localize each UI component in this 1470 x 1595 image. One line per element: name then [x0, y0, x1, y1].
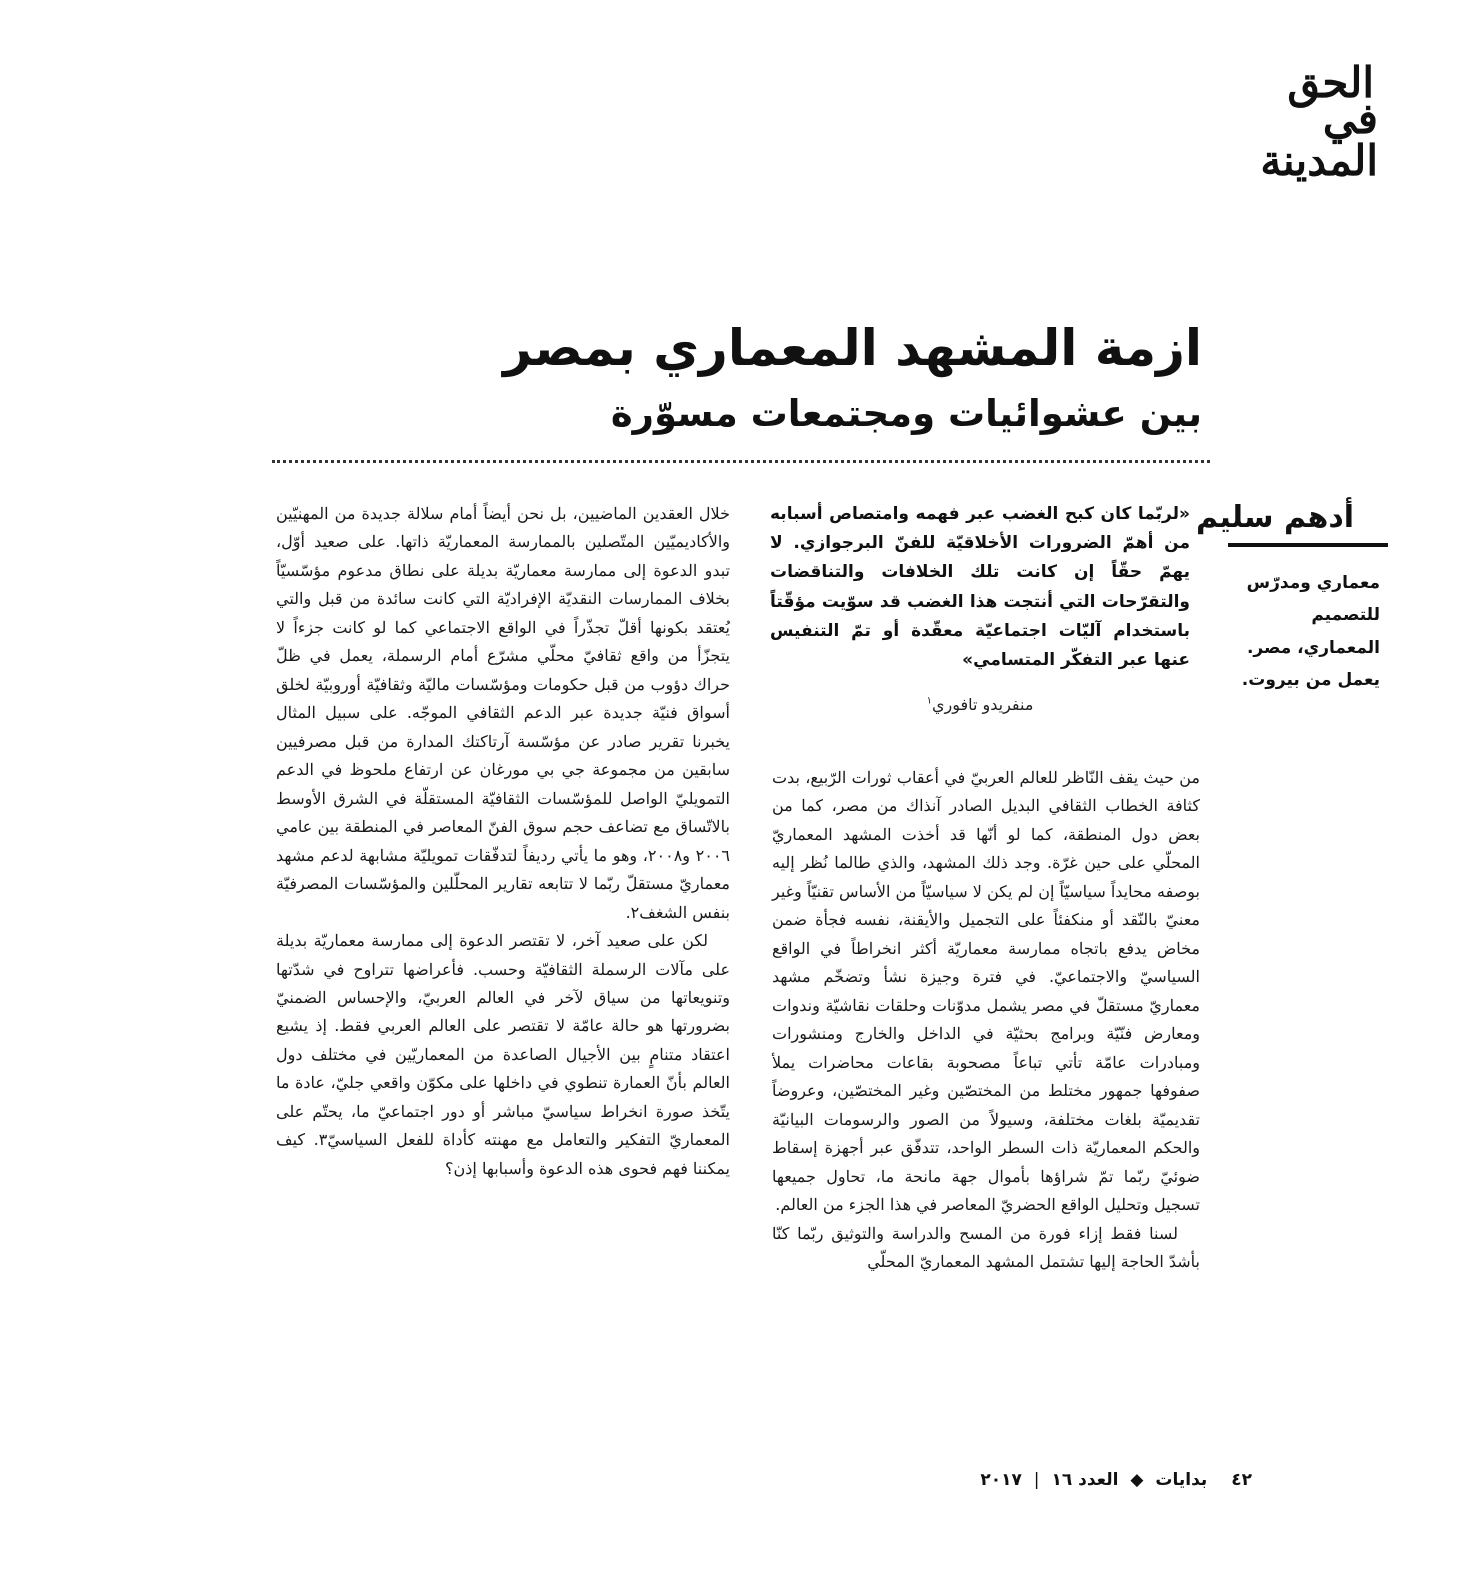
- author-name: أدهم سليم: [1196, 500, 1354, 535]
- section-logo: [1228, 58, 1378, 185]
- section-logo-line2: في المدينة: [1260, 94, 1378, 185]
- issue-year: ٢٠١٧: [980, 1470, 1022, 1490]
- issue-number: العدد ١٦: [1051, 1470, 1119, 1490]
- author-rule: [1228, 543, 1388, 547]
- paragraph: لسنا فقط إزاء فورة من المسح والدراسة والتوثيق ربّما كنّا بأشدّ الحاجة إليها تشتمل المشهد المعماريّ المحلّي: [772, 1223, 1200, 1271]
- page-footer: [852, 1470, 1252, 1490]
- title-divider: [272, 460, 1210, 463]
- attribution-name: منفريدو تافوري: [931, 695, 1034, 714]
- paragraph: لكن على صعيد آخر، لا تقتصر الدعوة إلى ممارسة معماريّة بديلة على مآلات الرسملة الثقافيّة وحسب. فأعراضها تتراوح في شدّتها وتنويعاتها من سياق لآخر في العالم العربيّ، والإحساس الضمنيّ بضرورتها هو حالة عامّة لا تقتصر على العالم العربي فقط. إذ يشيع اعتقاد متنامٍ بين الأجيال الصاعدة من المعماريّين في مختلف دول العالم بأنّ العمارة تنطوي في داخلها على مكوّن واقعي جليّ، عادة ما يتّخذ صورة انخراط سياسيّ مباشر أو دور اجتماعيّ ما، يحتّم على المعماريّ التفكير والتعامل مع مهنته كأداة للفعل السياسيّ٣. كيف يمكننا فهم فحوى هذه الدعوة وأسبابها إذن؟: [276, 931, 730, 1178]
- epigraph-quote: «لربّما كان كبح الغضب عبر فهمه وامتصاص أسبابه من أهمّ الضرورات الأخلاقيّة للفنّ البرجوازي. لا يهمّ حقّاً إن كانت تلك الخلافات والتناقضات والتقرّحات التي أنتجت هذا الغضب قد سوّيت مؤقّتاً باستخدام آليّات اجتماعيّة معقّدة أو تمّ التنفيس عنها عبر التفكّر المتسامي»: [770, 504, 1190, 671]
- magazine-name: بدايات: [1155, 1470, 1208, 1490]
- body-column-right: [772, 764, 1200, 1276]
- footnote-marker: ١: [926, 695, 932, 707]
- epigraph-attribution: [770, 695, 1190, 714]
- body-column-left: [276, 500, 730, 1183]
- article-title: ازمة المشهد المعماري بمصر: [503, 319, 1202, 377]
- article-subtitle: بين عشوائيات ومجتمعات مسوّرة: [610, 392, 1202, 435]
- paragraph: من حيث يقف النّاظر للعالم العربيّ في أعقاب ثورات الرّبيع، بدت كثافة الخطاب الثقافي البديل الصادر آنذاك من مصر، كما من بعض دول المنطقة، كما لو أنّها قد أخذت المشهد المعماريّ المحلّي على حين غرّة. وجد ذلك المشهد، والذي طالما نُظر إليه بوصفه محايداً سياسيّاً إن لم يكن لا سياسيّاً من الأساس تقنيّاً وغير معنيّ بالنّقد أو منكفئاً على التجميل والأيقنة، نفسه فجأة ضمن مخاض يدفع باتجاه ممارسة معماريّة أكثر انخراطاً في الواقع السياسيّ والاجتماعيّ. في فترة وجيزة نشأ وتضخّم مشهد معماريّ مستقلّ في مصر يشمل مدوّنات وحلقات نقاشيّة وندوات ومعارض فنّيّة وبرامج بحثيّة في الداخل والخارج ومنشورات ومبادرات عامّة تأتي تباعاً مصحوبة بقاعات محاضرات يملأ صفوفها جمهور مختلط من المختصّين وغير المختصّين، وعروضاً تقديميّة بلغات مختلفة، وسيولاً من الصور والرسومات البيانيّة والحكم المعماريّة ذات السطر الواحد، تتدفّق عبر أجهزة إسقاط ضوئيّ ربّما تمّ شراؤها بأموال جهة مانحة ما، تحاول جميعها تسجيل وتحليل الواقع الحضريّ المعاصر في هذا الجزء من العالم.: [772, 768, 1200, 1215]
- paragraph: خلال العقدين الماضيين، بل نحن أيضاً أمام سلالة جديدة من المهنيّين والأكاديميّين المتّصلين بالممارسة المعماريّة ذاتها. على صعيد أوّل، تبدو الدعوة إلى ممارسة معماريّة بديلة على نطاق مدعوم مؤسّسيّاً بخلاف الممارسات النقديّة الإفراديّة التي كانت سائدة من قبل والتي يُعتقد بكونها أقلّ تجذّراً في الواقع الاجتماعي كما لو كانت جزءاً لا يتجزّأ من واقع ثقافيّ محلّي مشرّع أمام الرسملة، يعمل في ظلّ حراك دؤوب من قبل حكومات ومؤسّسات ماليّة وثقافيّة أوروبيّة لخلق أسواق فنيّة جديدة عبر الدعم الثقافي الموجّه. على سبيل المثال يخبرنا تقرير صادر عن مؤسّسة آرتاكتك المدارة من قبل مصرفيين سابقين من مجموعة جي بي مورغان عن ارتفاع ملحوظ في الدعم التمويليّ الواصل للمؤسّسات الثقافيّة المستقلّة في الشرق الأوسط بالاتّساق مع تضاعف حجم سوق الفنّ المعاصر في المنطقة بين عامي ٢٠٠٦ و٢٠٠٨، وهو ما يأتي رديفاً لتدفّقات تمويليّة مشابهة لدعم مشهد معماريّ مستقلّ ربّما لا تتابعه تقارير المحلّلين والمؤسّسات المصرفيّة بنفس الشغف٢.: [276, 504, 730, 922]
- footer-separator: |: [1033, 1470, 1040, 1490]
- page-number: ٤٢: [1231, 1470, 1252, 1490]
- section-logo-line1: الحق: [1287, 58, 1374, 107]
- diamond-icon: ◆: [1130, 1470, 1144, 1490]
- author-bio: معماري ومدرّس للتصميم المعماري، مصر. يعمل من بيروت.: [1241, 573, 1380, 690]
